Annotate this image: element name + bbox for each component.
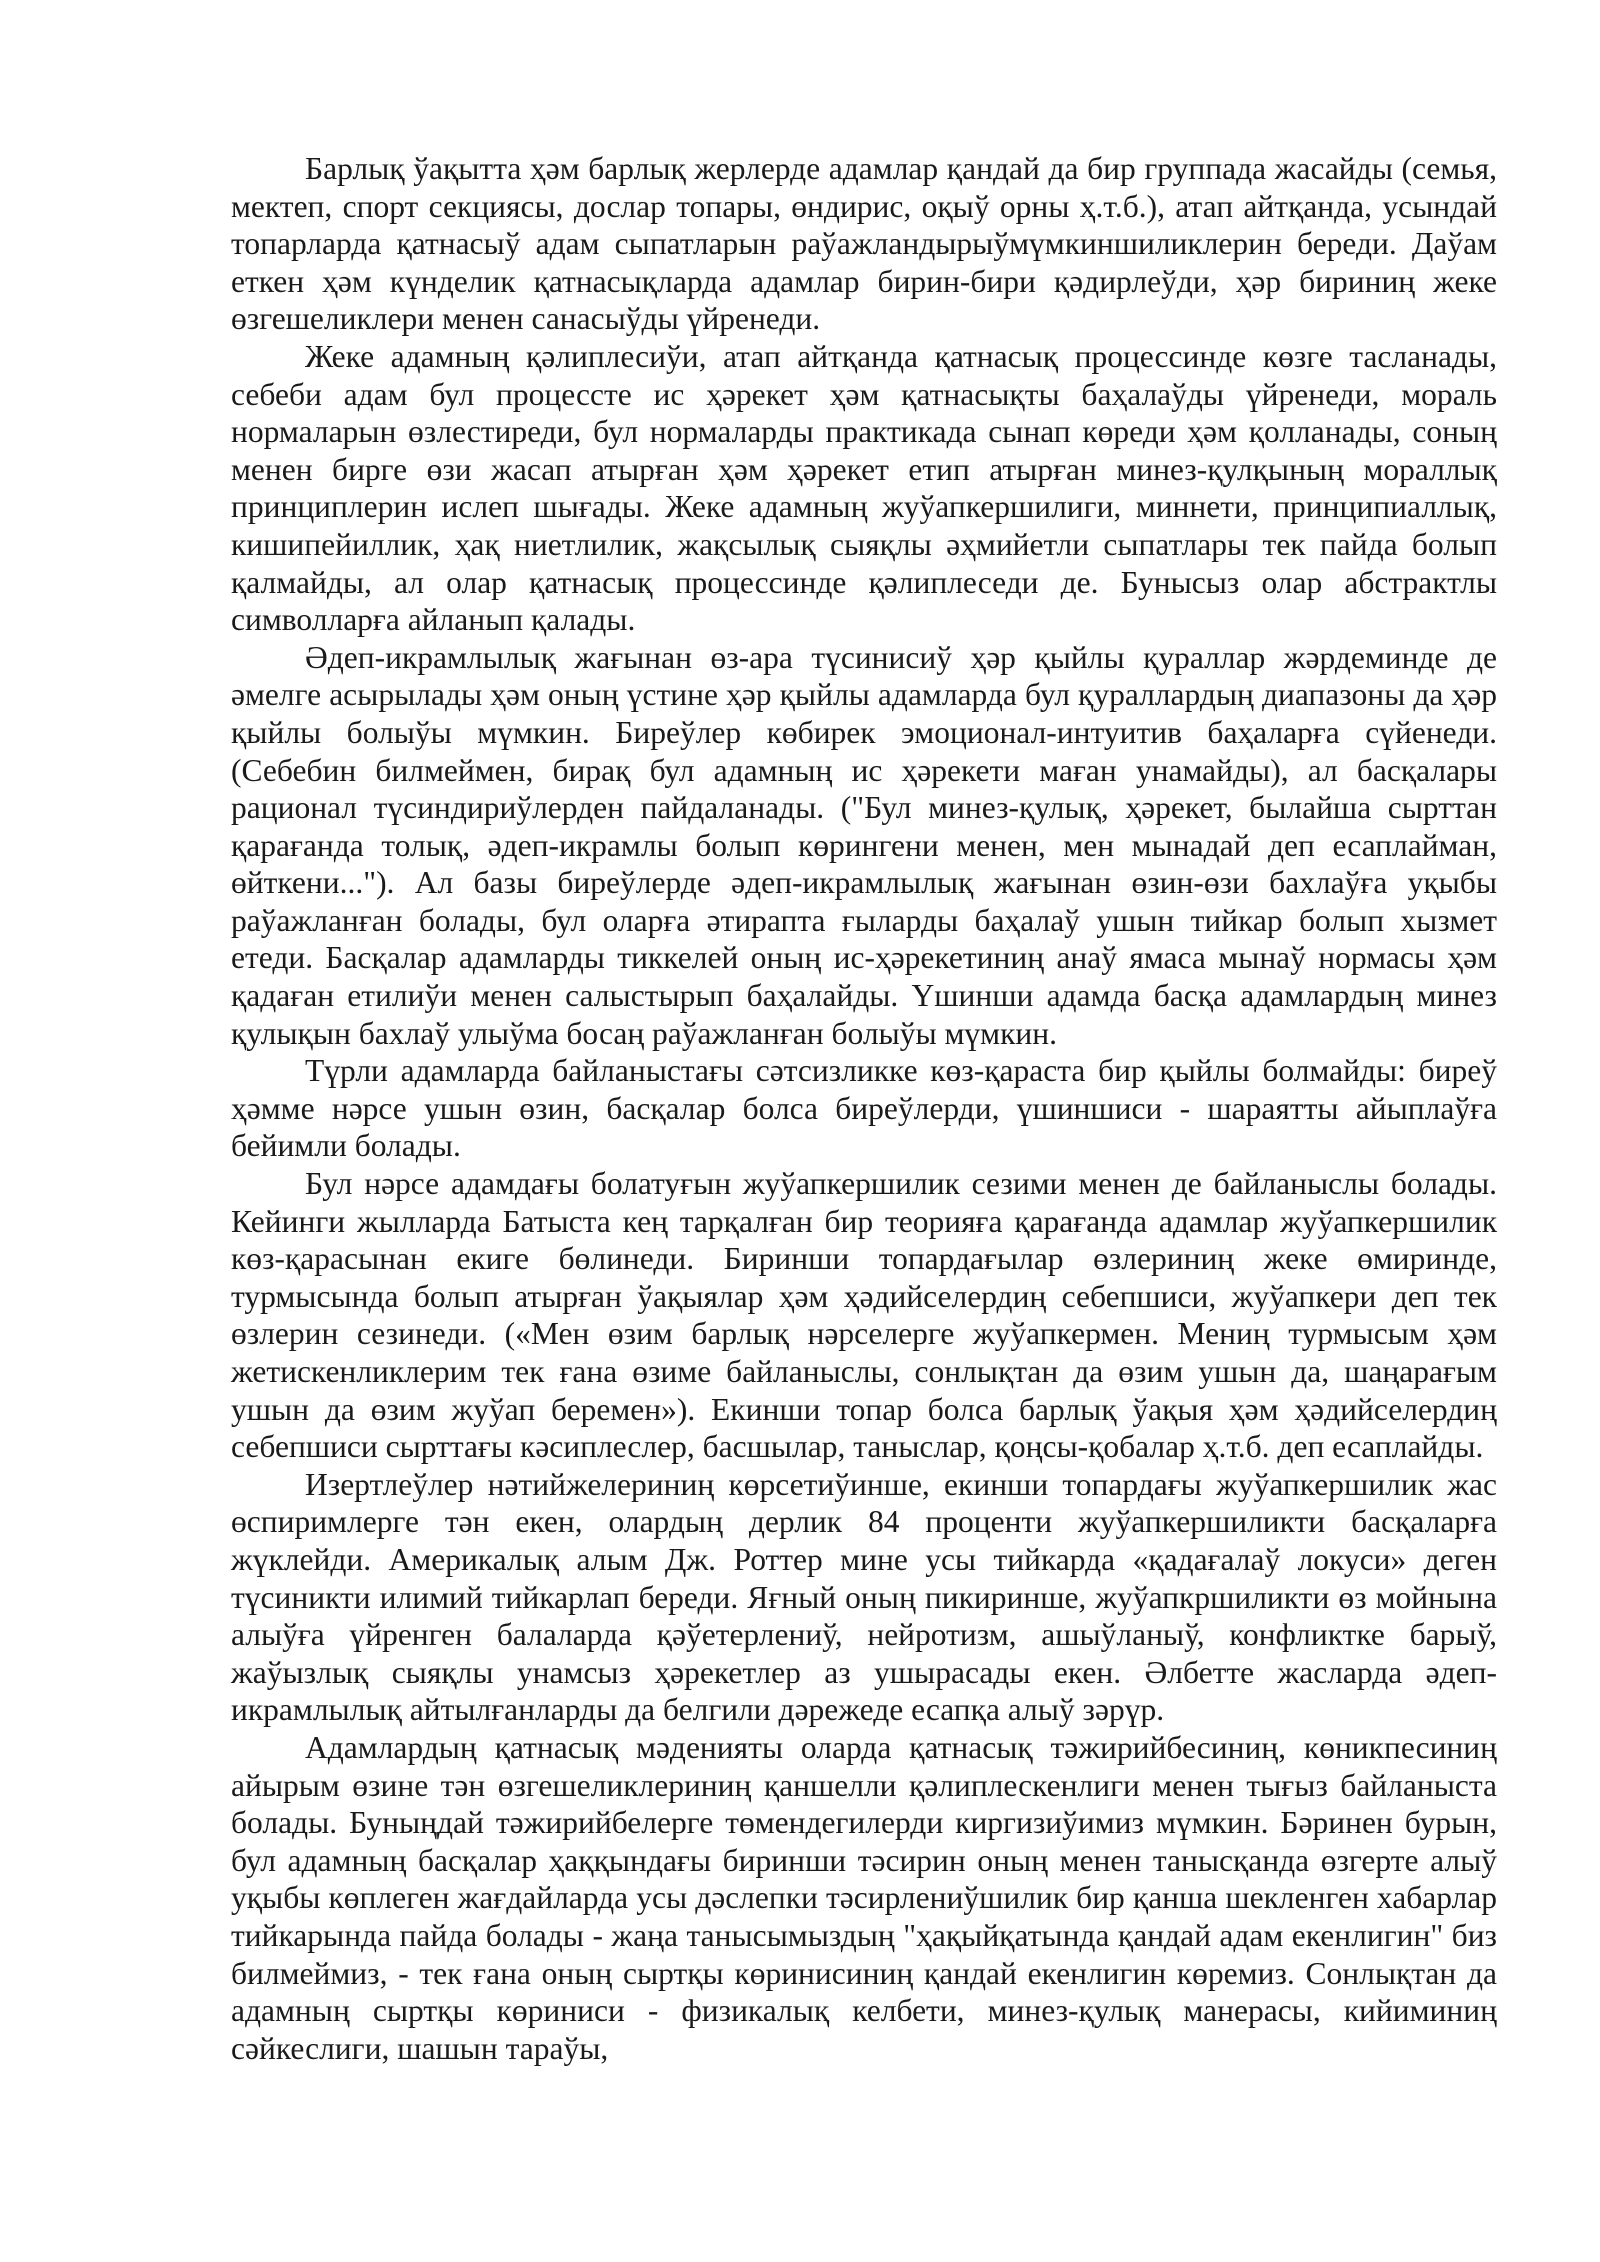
paragraph-6: Изертлеўлер нәтийжелериниң көрсетиўинше, екинши топардағы жуўапкершилик жас өспиримлерге тән екен, олардың дерлик 84 проценти жуўапкершиликти басқаларға жүклейди. Америкалық алым Дж. Роттер мине усы тийкарда «қадағалаў локуси» деген түсиникти илимий тийкарлап береди. Яғный оның пикиринше, жуўапкршиликти өз мойнына алыўға үйренген балаларда қәўетерлениў, нейротизм, ашыўланыў, конфликтке барыў, жаўызлық сыяқлы унамсыз ҳәрекетлер аз ушырасады екен. Әлбетте жасларда әдеп-икрамлылық айтылғанларды да белгили дәрежеде есапқа алыў зәрүр.	[231, 1466, 1497, 1728]
paragraph-3: Әдеп-икрамлылық жағынан өз-ара түсинисиў ҳәр қыйлы қураллар жәрдеминде де әмелге асырылады ҳәм оның үстине ҳәр қыйлы адамларда бул қураллардың диапазоны да ҳәр қыйлы болыўы мүмкин. Биреўлер көбирек эмоционал-интуитив баҳаларға сүйенеди. (Себебин билмеймен, бирақ бул адамның ис ҳәрекети маған унамайды), ал басқалары рационал түсиндириўлерден пайдаланады. ("Бул минез-қулық, ҳәрекет, былайша сырттан қарағанда толық, әдеп-икрамлы болып көрингени менен, мен мынадай деп есаплайман, өйткени..."). Ал базы биреўлерде әдеп-икрамлылық жағынан өзин-өзи бахлаўға уқыбы раўажланған болады, бул оларға әтирапта ғыларды баҳалаў ушын тийкар болып хызмет етеди. Басқалар адамларды тиккелей оның ис-ҳәрекетиниң анаў ямаса мынаў нормасы ҳәм қадаған етилиўи менен салыстырып баҳалайды. Үшинши адамда басқа адамлардың минез қулықын бахлаў улыўма босаң раўажланған болыўы мүмкин.	[231, 639, 1497, 1051]
paragraph-4: Түрли адамларда байланыстағы сәтсизликке көз-қараста бир қыйлы болмайды: биреў ҳәмме нәрсе ушын өзин, басқалар болса биреўлерди, үшиншиси - шараятты айыплаўға бейимли болады.	[231, 1053, 1497, 1164]
paragraph-7: Адамлардың қатнасық мәденияты оларда қатнасық тәжирийбесиниң, көникпесиниң айырым өзине тән өзгешеликлериниң қаншелли қәлиплескенлиги менен тығыз байланыста болады. Буныңдай тәжирийбелерге төмендегилерди киргизиўимиз мүмкин. Бәринен бурын, бул адамның басқалар ҳаққындағы биринши тәсирин оның менен танысқанда өзгерте алыў уқыбы көплеген жағдайларда усы дәслепки тәсирлениўшилик бир қанша шекленген хабарлар тийкарында пайда болады - жаңа танысымыздың "ҳақыйқатында қандай адам екенлигин" биз билмеймиз, - тек ғана оның сыртқы көринисиниң қандай екенлигин көремиз. Сонлықтан да адамның сыртқы көриниси - физикалық келбети, минез-қулық манерасы, кийиминиң сәйкеслиги, шашын тараўы,	[231, 1729, 1497, 2066]
document-page	[231, 150, 1497, 2067]
paragraph-1: Барлық ўақытта ҳәм барлық жерлерде адамлар қандай да бир группада жасайды (семья, мектеп, спорт секциясы, дослар топары, өндирис, оқыў орны ҳ.т.б.), атап айтқанда, усындай топарларда қатнасыў адам сыпатларын раўажландырыўмүмкиншиликлерин береди. Даўам еткен ҳәм күнделик қатнасықларда адамлар бирин-бири қәдирлеўди, ҳәр бириниң жеке өзгешеликлери менен санасыўды үйренеди.	[231, 151, 1497, 337]
paragraph-2: Жеке адамның қәлиплесиўи, атап айтқанда қатнасық процессинде көзге тасланады, себеби адам бул процессте ис ҳәрекет ҳәм қатнасықты баҳалаўды үйренеди, мораль нормаларын өзлестиреди, бул нормаларды практикада сынап көреди ҳәм қолланады, соның менен бирге өзи жасап атырған ҳәм ҳәрекет етип атырған минез-қулқының мораллық принциплерин ислеп шығады. Жеке адамның жуўапкершилиги, миннети, принципиаллық, кишипейиллик, ҳақ ниетлилик, жақсылық сыяқлы әҳмийетли сыпатлары тек пайда болып қалмайды, ал олар қатнасық процессинде қәлиплеседи де. Бунысыз олар абстрактлы символларға айланып қалады.	[231, 338, 1497, 638]
paragraph-5: Бул нәрсе адамдағы болатуғын жуўапкершилик сезими менен де байланыслы болады. Кейинги жылларда Батыста кең тарқалған бир теорияға қарағанда адамлар жуўапкершилик көз-қарасынан екиге бөлинеди. Биринши топардағылар өзлериниң жеке өмиринде, турмысында болып атырған ўақыялар ҳәм ҳәдийселердиң себепшиси, жуўапкери деп тек өзлерин сезинеди. («Мен өзим барлық нәрселерге жуўапкермен. Мениң турмысым ҳәм жетискенликлерим тек ғана өзиме байланыслы, сонлықтан да өзим ушын да, шаңарағым ушын да өзим жуўап беремен»). Екинши топар болса барлық ўақыя ҳәм ҳәдийселердиң себепшиси сырттағы кәсиплеслер, басшылар, таныслар, қоңсы-қобалар ҳ.т.б. деп есаплайды.	[231, 1166, 1497, 1465]
